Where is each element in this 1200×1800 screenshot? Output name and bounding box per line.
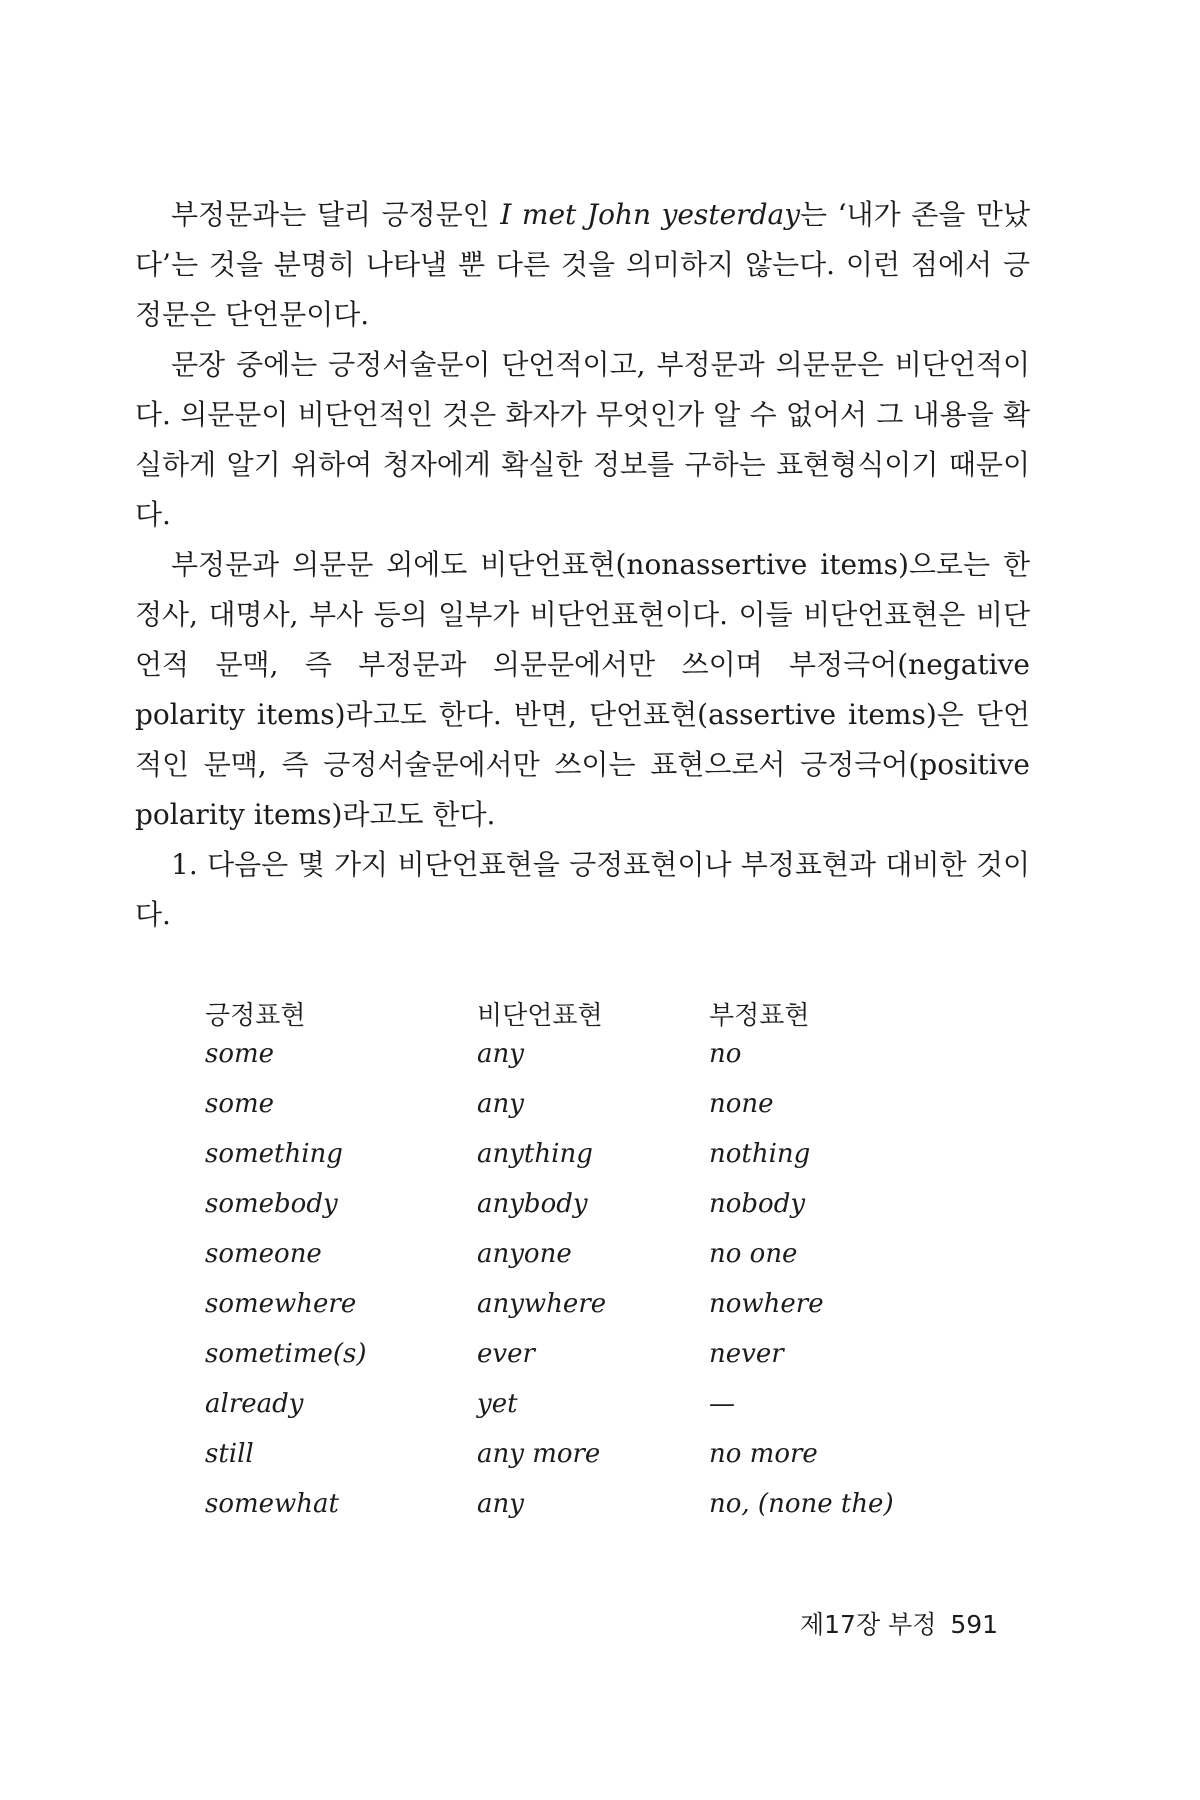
- cell-nonassertive: yet: [477, 1389, 518, 1419]
- cell-positive: still: [205, 1439, 254, 1469]
- page-footer: [800, 1605, 998, 1641]
- cell-nonassertive: anything: [477, 1139, 593, 1169]
- cell-negative: nobody: [709, 1189, 806, 1219]
- cell-negative: no, (none the): [709, 1489, 894, 1519]
- cell-positive: someone: [205, 1239, 322, 1269]
- paragraph-4: 1. 다음은 몇 가지 비단언표현을 긍정표현이나 부정표현과 대비한 것이다.: [135, 848, 1030, 931]
- table-header-row: [205, 995, 1009, 1039]
- table-row: [205, 1289, 1009, 1339]
- cell-nonassertive: any: [477, 1489, 524, 1519]
- table-row: [205, 1039, 1009, 1089]
- cell-negative: no one: [709, 1239, 798, 1269]
- cell-nonassertive: anywhere: [477, 1289, 607, 1319]
- chapter-title: 제17장 부정: [800, 1610, 937, 1639]
- expression-table: [205, 995, 1009, 1539]
- header-negative: 부정표현: [709, 1001, 810, 1031]
- cell-positive: sometime(s): [205, 1339, 367, 1369]
- expression-table-area: [205, 995, 1025, 1539]
- cell-nonassertive: anybody: [477, 1189, 588, 1219]
- cell-nonassertive: anyone: [477, 1239, 572, 1269]
- cell-positive: somewhere: [205, 1289, 357, 1319]
- table-row: [205, 1489, 1009, 1539]
- cell-negative: never: [709, 1339, 784, 1369]
- table-row: [205, 1139, 1009, 1189]
- cell-positive: some: [205, 1039, 275, 1069]
- table-body: [205, 1039, 1009, 1539]
- cell-positive: something: [205, 1139, 343, 1169]
- table-row: [205, 1389, 1009, 1439]
- page-number: 591: [950, 1610, 999, 1639]
- cell-negative: no: [709, 1039, 742, 1069]
- cell-positive: somebody: [205, 1189, 338, 1219]
- cell-nonassertive: any: [477, 1089, 524, 1119]
- cell-negative: no more: [709, 1439, 818, 1469]
- cell-negative: —: [709, 1389, 735, 1419]
- paragraph-2: 문장 중에는 긍정서술문이 단언적이고, 부정문과 의문문은 비단언적이다. 의문문이 비단언적인 것은 화자가 무엇인가 알 수 없어서 그 내용을 확실하게 알기 위하여 청자에게 확실한 정보를 구하는 표현형식이기 때문이다.: [135, 348, 1030, 531]
- cell-negative: none: [709, 1089, 774, 1119]
- header-positive: 긍정표현: [205, 1001, 306, 1031]
- table-header: [205, 995, 1009, 1039]
- paragraph-1: [135, 190, 1030, 340]
- cell-nonassertive: any more: [477, 1439, 601, 1469]
- paragraph-1-before: 부정문과는 달리 긍정문인: [171, 198, 501, 231]
- body-text: [135, 190, 1030, 940]
- table-row: [205, 1089, 1009, 1139]
- table-row: [205, 1439, 1009, 1489]
- header-nonassertive: 비단언표현: [477, 1001, 603, 1031]
- cell-positive: some: [205, 1089, 275, 1119]
- cell-nonassertive: any: [477, 1039, 524, 1069]
- table-row: [205, 1339, 1009, 1389]
- table-row: [205, 1189, 1009, 1239]
- cell-negative: nowhere: [709, 1289, 824, 1319]
- cell-positive: already: [205, 1389, 304, 1419]
- paragraph-3: 부정문과 의문문 외에도 비단언표현(nonassertive items)으로는 한정사, 대명사, 부사 등의 일부가 비단언표현이다. 이들 비단언표현은 비단언적 문맥, 즉 부정문과 의문문에서만 쓰이며 부정극어(negative polarity items)라고도 한다. 반면, 단언표현(assertive items)은 단언적인 문맥, 즉 긍정서술문에서만 쓰이는 표현으로서 긍정극어(positive polarity items)라고도 한다.: [135, 548, 1030, 831]
- cell-negative: nothing: [709, 1139, 811, 1169]
- cell-positive: somewhat: [205, 1489, 339, 1519]
- table-row: [205, 1239, 1009, 1289]
- paragraph-1-after: 는 ‘내가 존을 만났다’는 것을 분명히 나타낼 뿐 다른 것을 의미하지 않는다. 이런 점에서 긍정문은 단언문이다.: [135, 198, 1030, 331]
- cell-nonassertive: ever: [477, 1339, 535, 1369]
- paragraph-1-example: I met John yesterday: [500, 198, 801, 231]
